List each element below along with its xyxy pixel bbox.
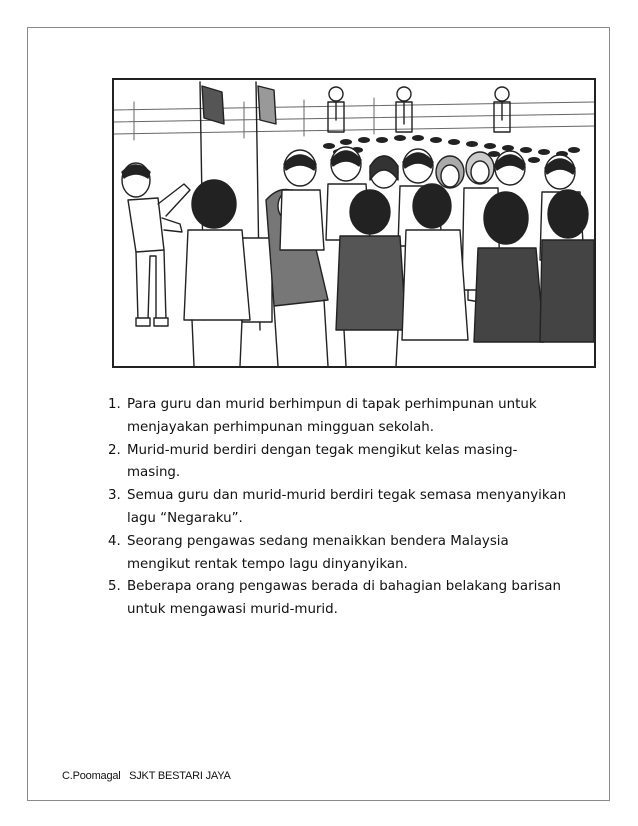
item-text-line: mengikut rentak tempo lagu dinyanyikan. [127,556,408,572]
item-text-line: Murid-murid berdiri dengan tegak mengikut kelas masing- [127,442,518,458]
student-front [495,151,525,185]
prefect-raising-flag [122,163,190,326]
teacher-figure [396,87,412,132]
malaysia-flag-icon [202,86,224,124]
footer-school: SJKT BESTARI JAYA [129,770,231,782]
footer-author: C.Poomagal [62,770,121,782]
student-front [370,156,398,188]
item-number: 4. [108,533,121,549]
teacher-figure [328,87,344,132]
item-text-line: Beberapa orang pengawas berada di bahagian belakang barisan [127,579,561,595]
boy-with-glasses [184,180,250,366]
item-text-line: Para guru dan murid berhimpun di tapak perhimpunan untuk [127,397,537,412]
item-text-line: masing. [127,465,181,481]
assembly-description-list [108,394,588,622]
item-text-line: menjayakan perhimpunan mingguan sekolah. [127,419,435,435]
student-back [540,190,594,342]
list-item [108,440,588,486]
item-text-line: untuk mengawasi murid-murid. [127,602,338,618]
item-text-line: Semua guru dan murid-murid berdiri tegak semasa menyanyikan [127,488,567,504]
list-item [108,576,588,622]
student-back [474,192,544,342]
item-number: 1. [108,397,121,412]
teacher-figure [494,87,510,132]
item-number: 5. [108,579,121,595]
list-item [108,531,588,577]
list-item [108,394,588,440]
item-text-line: lagu “Negaraku”. [127,510,243,526]
assembly-illustration [112,78,596,368]
item-text-line: Seorang pengawas sedang menaikkan bendera Malaysia [127,533,509,549]
student-front [280,150,324,250]
item-number: 2. [108,442,121,458]
page-footer [62,770,231,782]
list-item [108,485,588,531]
student-front [436,156,464,188]
item-number: 3. [108,488,121,504]
school-flag-icon [258,86,276,124]
background-fence [114,98,594,140]
